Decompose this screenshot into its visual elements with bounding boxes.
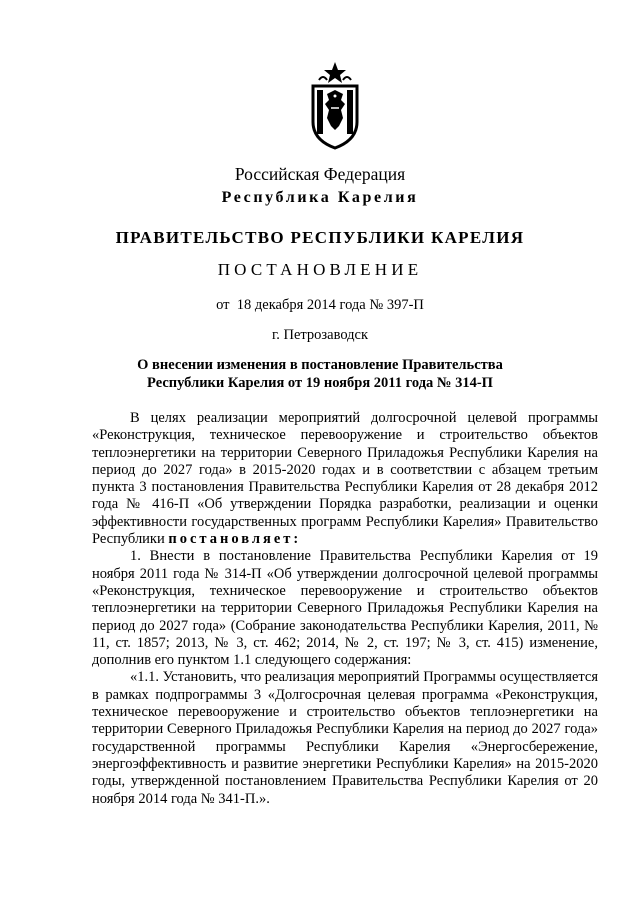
city-line: г. Петрозаводск <box>271 327 369 343</box>
resolves-word: постановляет: <box>168 531 302 548</box>
date-number-line: от 18 декабря 2014 года № 397-П <box>216 297 424 313</box>
document-body <box>92 410 598 808</box>
subject-line-1: О внесении изменения в постановление Правительства <box>137 357 503 373</box>
item-1-paragraph: 1. Внести в постановление Правительства Республики Карелия от 19 ноября 2011 года № 314-П «Об утверждении долгосрочной целевой программы «Реконструкция, техническое перевооружение и строительство объектов теплоэнергетики на территории Северного Приладожья Республики Карелия на период до 2027 года» (Собрание законодательства Республики Карелия, 2011, № 11, ст. 1857; 2013, № 3, ст. 462; 2014, № 2, ст. 197; № 3, ст. 415) изменение, дополнив его пунктом 1.1 следующего содержания: <box>92 548 598 669</box>
item-1-1-paragraph: «1.1. Установить, что реализация мероприятий Программы осуществляется в рамках подпрограммы 3 «Долгосрочная целевая программа «Реконструкция, техническое перевооружение и строительство объектов теплоэнергетики на территории Северного Приладожья Республики Карелия на период до 2027 года» государственной программы Республики Карелия «Энергосбережение, энергоэффективность и развитие энергетики Республики Карелия» на 2015-2020 годы, утвержденной постановлением Правительства Республики Карелия от 20 ноября 2014 года № 341-П.». <box>92 669 598 807</box>
republic-name: Республика Карелия <box>221 189 419 206</box>
karelia-coat-of-arms-icon <box>305 60 365 150</box>
preamble-text: В целях реализации мероприятий долгосрочной целевой программы «Реконструкция, техническое перевооружение и строительство объектов теплоэнергетики на территории Северного Приладожья Республики Карелия на период до 2027 года» в 2015-2020 годах и в соответствии с абзацем третьим пункта 3 постановления Правительства Республики Карелия от 28 декабря 2012 года № 416-П «Об утверждении Порядка разработки, реализации и оценки эффективности государственных программ Республики Карелия» Правительство Республики <box>92 410 598 548</box>
document-subject <box>130 356 510 392</box>
subject-line-2: Республики Карелия от 19 ноября 2011 года № 314-П <box>147 375 493 391</box>
government-title: ПРАВИТЕЛЬСТВО РЕСПУБЛИКИ КАРЕЛИЯ <box>115 228 525 247</box>
document-type: ПОСТАНОВЛЕНИЕ <box>217 260 423 279</box>
preamble-paragraph <box>92 410 598 548</box>
country-name: Российская Федерация <box>234 164 406 184</box>
